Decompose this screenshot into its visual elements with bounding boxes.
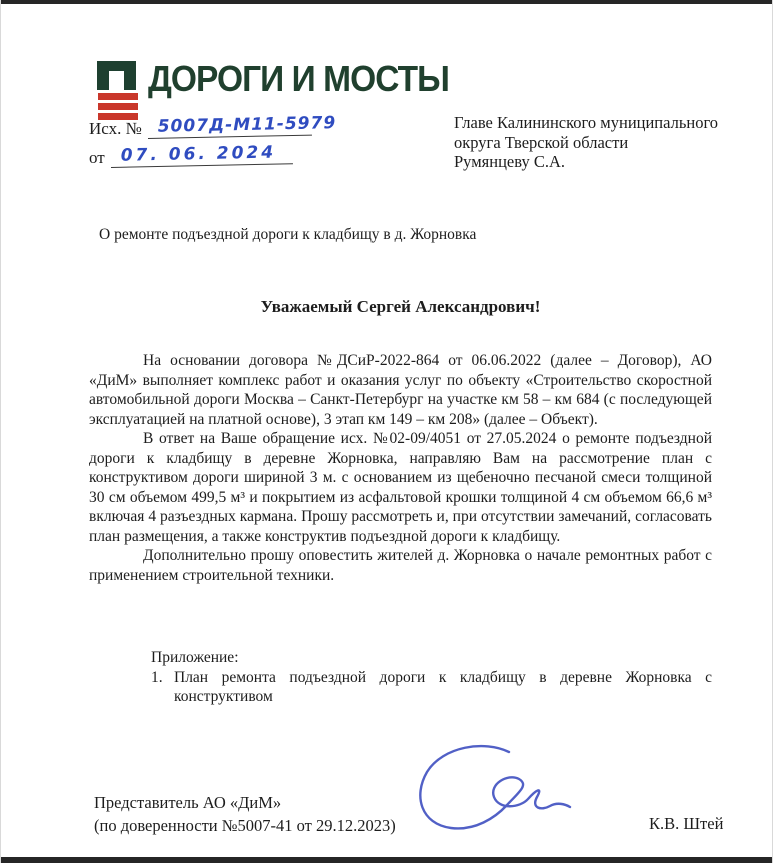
company-logo [97,61,139,120]
outgoing-date-row [89,142,312,175]
signatory-position-block [94,791,396,837]
red-bar-icon [98,103,138,110]
salutation: Уважаемый Сергей Александрович! [260,297,541,316]
signatory-position-line: Представитель АО «ДиМ» [94,793,282,812]
subject-line: О ремонте подъездной дороги к кладбищу в д. Жорновка [99,226,477,243]
outgoing-number-handwritten: 5007Д-М11-5979 [147,114,311,139]
body-paragraph: Дополнительно прошу оповестить жителей д. Жорновка о начале ремонтных работ с применением строительной техники. [89,547,712,584]
body-paragraph: На основании договора №ДСиР-2022-864 от 06.06.2022 (далее – Договор), АО «ДиМ» выполняет комплекс работ и оказания услуг по объекту «Строительство скоростной автомобильной дороги Москва – Санкт-Петербург на участке км 58 – км 684 (с последующей эксплуатацией на платной основе), 3 этап км 149 – км 208» (далее – Объект). [89,352,712,428]
signatory-name: К.В. Штей [649,814,724,833]
scan-edge-bottom [1,857,772,863]
attachment-item-text: План ремонта подъездной дороги к кладбищу в деревне Жорновка с конструктивом [174,668,712,705]
body-paragraph: В ответ на Ваше обращение исх. №02-09/4051 от 27.05.2024 о ремонте подъездной дороги к кладбищу в деревне Жорновка, направляю Вам на рассмотрение план с конструктивом дороги шириной 3 м. с основанием из щебеночно песчаной смеси толщиной 30 см объемом 499,5 м³ и покрытием из асфальтовой крошки толщиной 4 см объемом 66,6 м³ включая 4 разъездных кармана. Прошу рассмотреть и, при отсутствии замечаний, согласовать план размещения, а также конструктив подъездной дороги к кладбищу. [89,430,712,545]
reference-block [89,113,337,175]
signature-scribble-icon [409,742,577,842]
company-name: ДОРОГИ И МОСТЫ [148,58,450,99]
attachment-item-number: 1. [151,668,163,686]
outgoing-number-label: Исх. № [89,119,142,138]
bridge-arch-icon [97,61,136,90]
outgoing-date-handwritten: 07. 06. 2024 [110,142,292,168]
addressee-line: Румянцеву С.А. [454,152,565,171]
red-bar-icon [98,93,138,100]
attachment-item [151,668,712,707]
addressee-line: Главе Калининского муниципального [454,113,719,132]
attachment-label: Приложение: [151,649,239,666]
signatory-position-line: (по доверенности №5007-41 от 29.12.2023) [94,816,396,835]
addressee-block [454,113,718,172]
outgoing-date-label: от [89,148,105,167]
attachment-block [151,648,712,707]
scan-edge-top [1,0,772,4]
letter-body [89,351,712,585]
addressee-line: округа Тверской области [454,132,629,152]
